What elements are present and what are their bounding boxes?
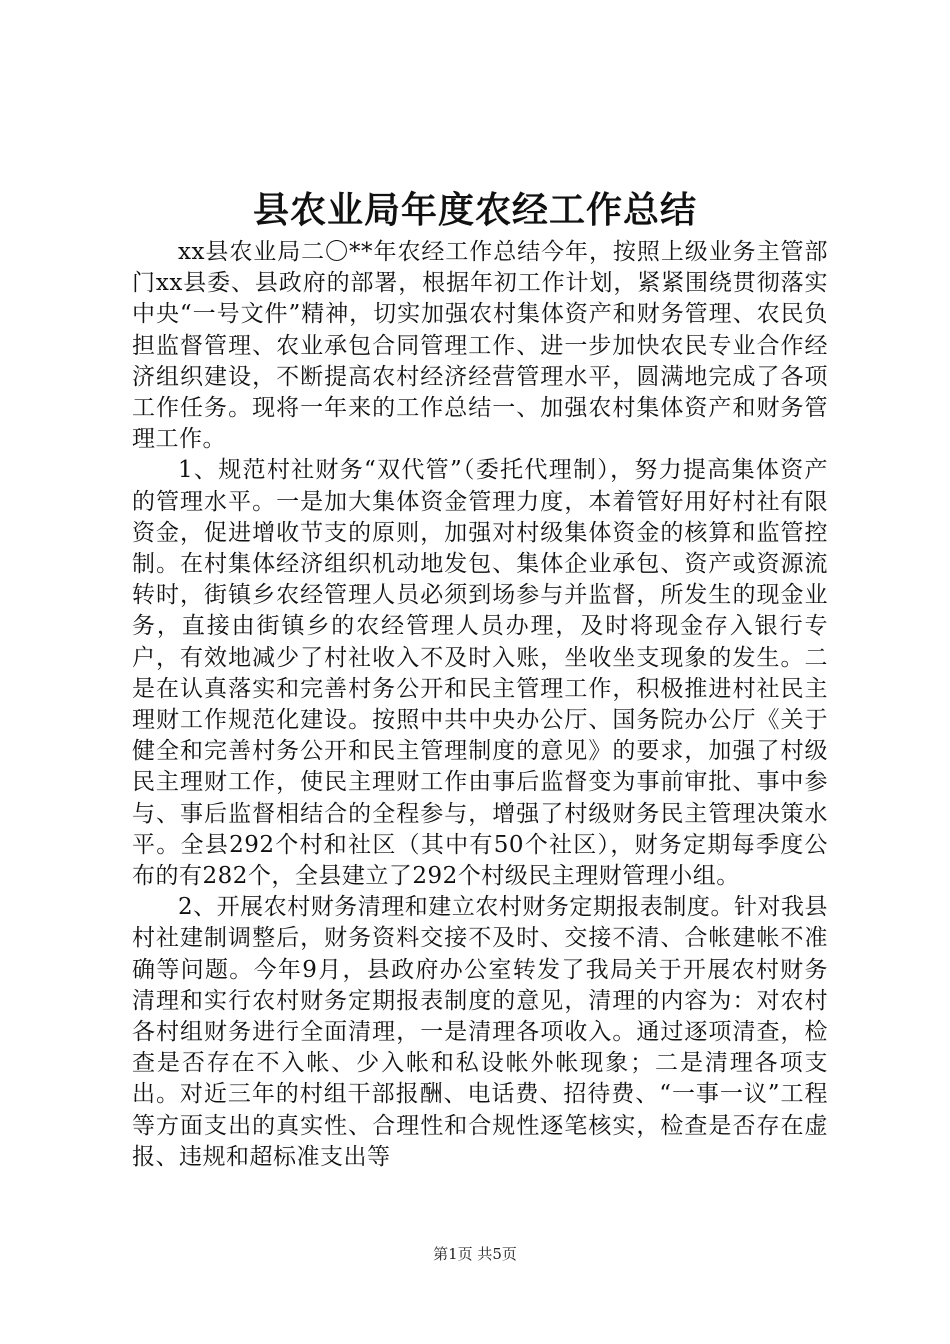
paragraph-intro: xx县农业局二〇**年农经工作总结今年，按照上级业务主管部门xx县委、县政府的部署，根据年初工作计划，紧紧围绕贯彻落实中央“一号文件”精神，切实加强农村集体资产和财务管理、农民负担监督管理、农业承包合同管理工作、进一步加快农民专业合作经济组织建设，不断提高农村经济经营管理水平，圆满地完成了各项工作任务。现将一年来的工作总结一、加强农村集体资产和财务管理工作。 [132,239,828,453]
paragraph-section-1: 1、规范村社财务“双代管”（委托代理制），努力提高集体资产的管理水平。一是加大集体资金管理力度，本着管好用好村社有限资金，促进增收节支的原则，加强对村级集体资金的核算和监管控制。在村集体经济组织机动地发包、集体企业承包、资产或资源流转时，街镇乡农经管理人员必须到场参与并监督，所发生的现金业务，直接由街镇乡的农经管理人员办理，及时将现金存入银行专户，有效地减少了村社收入不及时入账，坐收坐支现象的发生。二是在认真落实和完善村务公开和民主管理工作，积极推进村社民主理财工作规范化建设。按照中共中央办公厅、国务院办公厅《关于健全和完善村务公开和民主管理制度的意见》的要求，加强了村级民主理财工作，使民主理财工作由事后监督变为事前审批、事中参与、事后监督相结合的全程参与，增强了村级财务民主管理决策水平。全县292个村和社区（其中有50个社区），财务定期每季度公布的有282个，全县建立了292个村级民主理财管理小组。 [132,457,828,890]
paragraph-section-2: 2、开展农村财务清理和建立农村财务定期报表制度。针对我县村社建制调整后，财务资料交接不及时、交接不清、合帐建帐不准确等问题。今年9月，县政府办公室转发了我局关于开展农村财务清理和实行农村财务定期报表制度的意见，清理的内容为：对农村各村组财务进行全面清理，一是清理各项收入。通过逐项清查，检查是否存在不入帐、少入帐和私设帐外帐现象；二是清理各项支出。对近三年的村组干部报酬、电话费、招待费、“一事一议”工程等方面支出的真实性、合理性和合规性逐笔核实，检查是否存在虚报、违规和超标准支出等 [132,894,828,1170]
document-body [132,237,828,1173]
document-title: 县农业局年度农经工作总结 [252,189,697,231]
page-footer: 第1页 共5页 [433,1245,517,1263]
